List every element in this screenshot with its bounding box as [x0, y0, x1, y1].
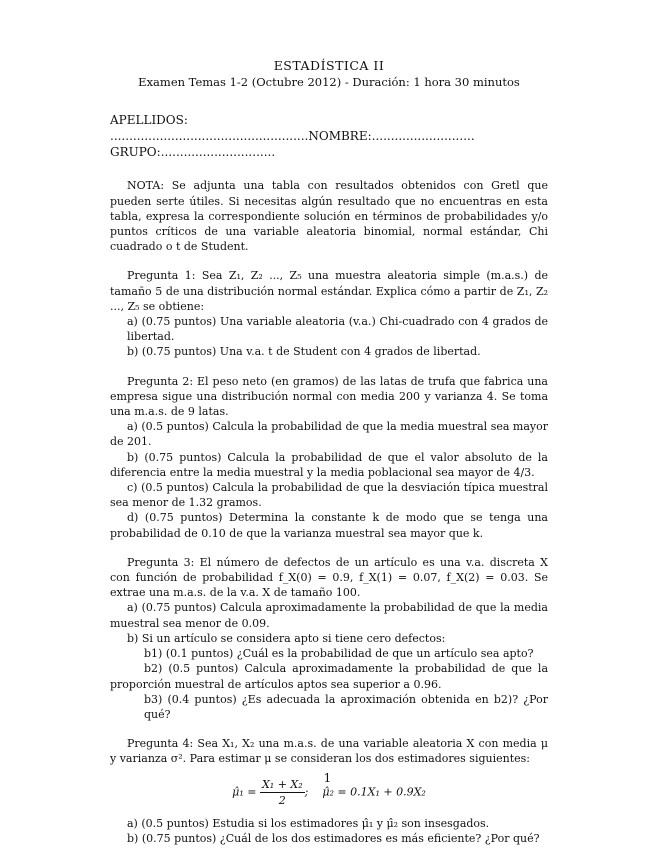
q2-c: c) (0.5 puntos) Calcula la probabilidad de que la desviación típica muestral sea menor de 1.32 gramos.: [110, 481, 548, 510]
q2-intro: Pregunta 2: El peso neto (en gramos) de las latas de trufa que fabrica una empresa sigue una distribución normal con media 200 y varianza 4. Se toma una m.a.s. de 9 latas.: [110, 374, 548, 419]
exam-title: ESTADÍSTICA II: [273, 58, 385, 73]
nombre-dots: ...........................: [371, 129, 475, 144]
q1-b: b) (0.75 puntos) Una v.a. t de Student con 4 grados de libertad.: [127, 345, 481, 359]
nombre-label: NOMBRE:: [308, 129, 372, 144]
q4-b: b) (0.75 puntos) ¿Cuál de los dos estimadores es más eficiente? ¿Por qué?: [127, 832, 540, 846]
estimator1-numerator: X₁ + X₂: [260, 777, 305, 793]
q1-intro: Pregunta 1: Sea Z₁, Z₂ ..., Z₅ una muestra aleatoria simple (m.a.s.) de tamaño 5 de una distribución normal estándar. Explica cómo a partir de Z₁, Z₂ ..., Z₅ se obtiene:: [110, 269, 548, 313]
q2-a: a) (0.5 puntos) Calcula la probabilidad de que la media muestral sea mayor de 201.: [110, 420, 548, 449]
estimator1-lhs: μ̂₁ =: [232, 785, 257, 799]
q3-intro: Pregunta 3: El número de defectos de un artículo es una v.a. discreta X con función de probabilidad f_X(0) = 0.9, f_X(1) = 0.07, f_X(2) = 0.03. Se extrae una m.a.s. de la v.a. X de tamaño 100.: [110, 555, 548, 600]
exam-subtitle: Examen Temas 1-2 (Octubre 2012) - Duración: 1 hora 30 minutos: [138, 75, 520, 90]
q1-a: a) (0.75 puntos) Una variable aleatoria (v.a.) Chi-cuadrado con 4 grados de libertad.: [127, 315, 548, 344]
q4-intro: Pregunta 4: Sea X₁, X₂ una m.a.s. de una variable aleatoria X con media μ y varianza σ². Para estimar μ se consideran los dos estimadores siguientes:: [110, 737, 548, 766]
page-number: 1: [323, 771, 332, 785]
formula-separator: ;: [304, 785, 309, 799]
grupo-dots: ..............................: [160, 145, 276, 160]
grupo-row: [110, 144, 548, 160]
estimator1-denominator: 2: [278, 793, 286, 807]
exam-page: [110, 58, 548, 846]
grupo-label: GRUPO:: [110, 145, 161, 160]
q2-b: b) (0.75 puntos) Calcula la probabilidad de que el valor absoluto de la diferencia entre la media muestral y la media poblacional sea mayor de 4/3.: [110, 450, 548, 479]
apellidos-label: APELLIDOS:: [110, 113, 188, 128]
apellidos-row: [110, 112, 548, 144]
estimator2: μ̂₂ = 0.1X₁ + 0.9X₂: [322, 785, 426, 799]
q3-b3: b3) (0.4 puntos) ¿Es adecuada la aproximación obtenida en b2)? ¿Por qué?: [144, 692, 548, 721]
nota-paragraph: NOTA: Se adjunta una tabla con resultados obtenidos con Gretl que pueden serte útiles. Si necesitas algún resultado que no encuentras en esta tabla, expresa la correspondiente solución en términos de probabilidades y/o puntos críticos de una variable aleatoria binomial, normal estándar, Chi cuadrado o t de Student.: [110, 179, 548, 254]
apellidos-dots: ....................................................: [110, 129, 309, 144]
q3-b: b) Si un artículo se considera apto si tiene cero defectos:: [127, 631, 446, 645]
q2-d: d) (0.75 puntos) Determina la constante k de modo que se tenga una probabilidad de 0.10 de que la varianza muestral sea mayor que k.: [110, 511, 548, 540]
q3-b2: b2) (0.5 puntos) Calcula aproximadamente la probabilidad de que la proporción muestral de artículos aptos sea superior a 0.96.: [110, 662, 548, 691]
student-fields: [110, 112, 548, 160]
q4-a: a) (0.5 puntos) Estudia si los estimadores μ̂₁ y μ̂₂ son insesgados.: [127, 816, 490, 830]
q3-a: a) (0.75 puntos) Calcula aproximadamente la probabilidad de que la media muestral sea menor de 0.09.: [110, 601, 548, 630]
q3-b1: b1) (0.1 puntos) ¿Cuál es la probabilidad de que un artículo sea apto?: [144, 647, 534, 661]
